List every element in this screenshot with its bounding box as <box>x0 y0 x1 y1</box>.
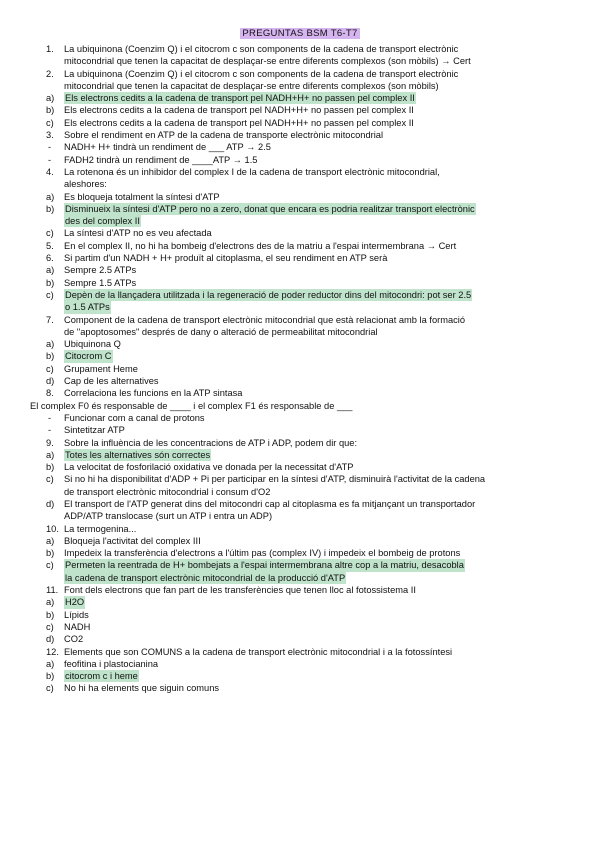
highlighted-answer-text: des del complex II <box>65 216 140 227</box>
line-text: La ubiquinona (Coenzim Q) i el citocrom c son components de la cadena de transport electrònic <box>64 68 459 79</box>
question-line <box>0 437 600 449</box>
line-text: La ubiquinona (Coenzim Q) i el citocrom c son components de la cadena de transport electrònic <box>64 44 459 54</box>
question-line <box>0 584 600 596</box>
line-marker: 9. <box>46 437 54 448</box>
question-line <box>0 43 600 55</box>
highlighted-answer-text: o 1.5 ATPs <box>65 302 110 313</box>
line-text: Es bloqueja totalment la síntesi d'ATP <box>64 191 220 202</box>
text-line <box>0 301 600 313</box>
text-line <box>0 80 600 92</box>
line-marker: 5. <box>46 240 54 251</box>
line-marker: c) <box>46 117 54 128</box>
answer-option <box>0 350 600 362</box>
line-marker: c) <box>46 228 54 239</box>
answer-option <box>0 375 600 387</box>
line-text: FADH2 tindrà un rendiment de ____ATP → 1.5 <box>64 154 258 165</box>
line-text: El transport de l'ATP generat dins del mitocondri cap al citoplasma es fa mitjançant un transportador <box>64 498 476 509</box>
line-text: Els electrons cedits a la cadena de transport pel NADH+H+ no passen pel complex II <box>64 105 414 116</box>
question-line <box>0 523 600 535</box>
line-marker: d) <box>46 376 55 387</box>
answer-option <box>0 227 600 239</box>
text-line <box>0 486 600 498</box>
answer-option <box>0 535 600 547</box>
answer-option <box>0 498 600 510</box>
text-line <box>0 326 600 338</box>
line-marker: c) <box>46 474 54 485</box>
answer-option <box>0 658 600 670</box>
line-marker: a) <box>46 93 55 104</box>
line-marker: a) <box>46 597 55 608</box>
line-text: En el complex II, no hi ha bombeig d'electrons des de la matriu a l'espai intermembrana → Cert <box>64 240 457 251</box>
highlighted-answer-text: Totes les alternatives són correctes <box>65 449 211 460</box>
answer-option <box>0 289 600 301</box>
line-marker: b) <box>46 203 55 214</box>
line-text: La velocitat de fosforilació oxidativa ve donada per la necessitat d'ATP <box>64 462 354 473</box>
line-text: de transport electrònic mitocondrial i consum d'O2 <box>64 486 271 497</box>
answer-option <box>0 609 600 621</box>
question-line <box>0 166 600 178</box>
line-text: Sintetitzar ATP <box>64 425 125 436</box>
line-marker: a) <box>46 265 55 276</box>
line-marker: a) <box>46 449 55 460</box>
answer-option <box>0 92 600 104</box>
answer-option <box>0 117 600 129</box>
line-text: Grupament Heme <box>64 363 138 374</box>
line-marker: c) <box>46 363 54 374</box>
answer-option <box>0 473 600 485</box>
line-text: Font dels electrons que fan part de les transferències que tenen lloc al fotossistema II <box>64 585 416 596</box>
line-marker: - <box>48 425 52 436</box>
line-text: La síntesi d'ATP no es veu afectada <box>64 228 212 239</box>
question-line <box>0 646 600 658</box>
line-marker: b) <box>46 462 55 473</box>
answer-option <box>0 461 600 473</box>
line-text: Sobre el rendiment en ATP de la cadena de transporte electrònic mitocondrial <box>64 130 384 141</box>
answer-option <box>0 264 600 276</box>
highlighted-answer-text: Permeten la reentrada de H+ bombejats a l'espai intermembrana altre cop a la matriu, desacobla <box>65 560 464 571</box>
text-line <box>0 154 600 166</box>
line-text: mitocondrial que tenen la capacitat de desplaçar-se entre diferents complexos (son mòbils) → Cert <box>64 56 471 67</box>
line-marker: - <box>48 412 52 423</box>
text-line <box>0 510 600 522</box>
line-marker: 1. <box>46 44 54 54</box>
line-marker: - <box>48 154 52 165</box>
text-line <box>0 55 600 67</box>
answer-option <box>0 682 600 694</box>
line-text: aleshores: <box>64 179 107 190</box>
line-text: Correlaciona les funcions en la ATP sintasa <box>64 388 243 399</box>
line-text: de "apoptosomes" després de dany o alteració de permeabilitat mitocondrial <box>64 326 378 337</box>
line-marker: 11. <box>46 585 59 596</box>
line-text: Els electrons cedits a la cadena de transport pel NADH+H+ no passen pel complex II <box>64 117 414 128</box>
highlighted-answer-text: Els electrons cedits a la cadena de transport pel NADH+H+ no passen pel complex II <box>65 93 415 104</box>
answer-option <box>0 559 600 571</box>
line-text: Sempre 2.5 ATPs <box>64 265 137 276</box>
question-line <box>0 252 600 264</box>
line-marker: 6. <box>46 253 54 264</box>
highlighted-answer-text: H2O <box>65 597 85 608</box>
question-line <box>0 387 600 399</box>
line-text: Impedeix la transferència d'electrons a l'últim pas (complex IV) i impedeix el bombeig de protons <box>64 548 461 559</box>
line-text: NADH+ H+ tindrà un rendiment de ___ ATP → 2.5 <box>64 142 271 153</box>
text-line <box>0 424 600 436</box>
line-text: Si partim d'un NADH + H+ produït al citoplasma, el seu rendiment en ATP serà <box>64 253 388 264</box>
line-text: ADP/ATP translocase (surt un ATP i entra un ADP) <box>64 511 273 522</box>
answer-option <box>0 633 600 645</box>
line-text: Lípids <box>64 609 89 620</box>
line-marker: c) <box>46 621 54 632</box>
line-text: La rotenona és un inhibidor del complex I de la cadena de transport electrònic mitocondrial, <box>64 166 440 177</box>
answer-option <box>0 547 600 559</box>
answer-option <box>0 596 600 608</box>
highlighted-answer-text: Disminueix la síntesi d'ATP pero no a zero, donat que encara es podria realitzar transport electrònic <box>65 203 475 214</box>
answer-option <box>0 104 600 116</box>
answer-option <box>0 203 600 215</box>
line-text: Sobre la influència de les concentracions de ATP i ADP, podem dir que: <box>64 437 358 448</box>
line-marker: b) <box>46 609 55 620</box>
line-marker: a) <box>46 339 55 350</box>
line-marker: b) <box>46 548 55 559</box>
question-list <box>0 43 600 695</box>
line-marker: a) <box>46 191 55 202</box>
line-marker: b) <box>46 671 55 682</box>
text-line <box>0 572 600 584</box>
line-marker: b) <box>46 277 55 288</box>
text-line <box>0 141 600 153</box>
highlighted-answer-text: citocrom c i heme <box>65 671 138 682</box>
line-marker: 12. <box>46 646 59 657</box>
line-text: Cap de les alternatives <box>64 376 159 387</box>
line-text: Sempre 1.5 ATPs <box>64 277 137 288</box>
highlighted-answer-text: Citocrom C <box>65 351 112 362</box>
highlighted-answer-text: Depèn de la llançadera utilitzada i la regeneració de poder reductor dins del mitocondri: pot ser 2.5 <box>65 289 472 300</box>
page-title-text: PREGUNTAS BSM T6-T7 <box>242 28 358 39</box>
line-text: mitocondrial que tenen la capacitat de desplaçar-se entre diferents complexos (son mòbils) <box>64 80 439 91</box>
line-marker: 8. <box>46 388 54 399</box>
line-text: NADH <box>64 621 91 632</box>
line-marker: b) <box>46 105 55 116</box>
answer-option <box>0 449 600 461</box>
line-marker: c) <box>46 289 54 300</box>
line-marker: 4. <box>46 166 54 177</box>
line-marker: a) <box>46 535 55 546</box>
text-line <box>0 412 600 424</box>
question-line <box>0 129 600 141</box>
line-marker: c) <box>46 683 54 694</box>
line-marker: 2. <box>46 68 54 79</box>
text-line <box>0 178 600 190</box>
line-text: Si no hi ha disponibilitat d'ADP + Pi per participar en la síntesi d'ATP, disminuirà l'activitat de la cadena <box>64 474 486 485</box>
line-text: Component de la cadena de transport electrònic mitocondrial que està relacionat amb la formació <box>64 314 466 325</box>
question-line <box>0 68 600 80</box>
line-marker: b) <box>46 351 55 362</box>
answer-option <box>0 621 600 633</box>
line-text: feofitina i plastocianina <box>64 658 159 669</box>
line-text: No hi ha elements que siguin comuns <box>64 683 220 694</box>
line-marker: d) <box>46 498 55 509</box>
highlighted-answer-text: la cadena de transport electrònic mitocondrial de la producció d'ATP <box>65 572 346 583</box>
answer-option <box>0 277 600 289</box>
line-text: Bloqueja l'activitat del complex III <box>64 535 201 546</box>
page-title <box>0 28 600 39</box>
text-line <box>0 215 600 227</box>
line-text: Funcionar com a canal de protons <box>64 412 205 423</box>
line-text: Elements que son COMUNS a la cadena de transport electrònic mitocondrial i a la fotossíntesi <box>64 646 453 657</box>
question-line <box>0 314 600 326</box>
line-marker: 10. <box>46 523 59 534</box>
answer-option <box>0 338 600 350</box>
line-marker: a) <box>46 658 55 669</box>
line-text: El complex F0 és responsable de ____ i el complex F1 és responsable de ___ <box>30 400 353 411</box>
line-text: Ubiquinona Q <box>64 339 121 350</box>
line-marker: c) <box>46 560 54 571</box>
answer-option <box>0 363 600 375</box>
line-marker: 7. <box>46 314 54 325</box>
line-text: CO2 <box>64 634 84 645</box>
answer-option <box>0 191 600 203</box>
question-line <box>0 240 600 252</box>
line-marker: 3. <box>46 130 54 141</box>
answer-option <box>0 670 600 682</box>
text-line <box>0 400 600 412</box>
line-marker: - <box>48 142 52 153</box>
line-text: La termogenina... <box>64 523 137 534</box>
line-marker: d) <box>46 634 55 645</box>
